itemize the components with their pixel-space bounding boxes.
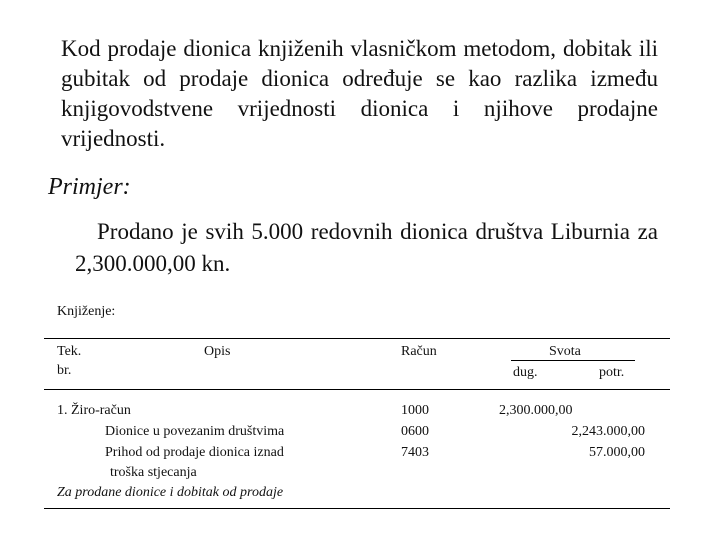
row-1-debit: 2,300.000,00 xyxy=(499,403,573,418)
row-3-credit: 57.000,00 xyxy=(589,445,645,460)
header-credit: potr. xyxy=(599,365,625,380)
table-bottom-rule xyxy=(44,508,670,509)
header-account: Račun xyxy=(401,344,437,359)
header-description: Opis xyxy=(204,344,231,359)
row-2-account: 0600 xyxy=(401,424,429,439)
row-2-description: Dionice u povezanim društvima xyxy=(105,424,285,439)
example-heading: Primjer: xyxy=(48,174,131,200)
row-1-account: 1000 xyxy=(401,403,429,418)
intro-paragraph: Kod prodaje dionica knjiženih vlasničkom metodom, dobitak ili gubitak od prodaje dionica određuje se kao razlika između knjigovodstvene vrijednosti dionica i njihove prodajne vrijednosti. xyxy=(61,36,658,151)
amount-header-rule xyxy=(511,360,635,361)
row-3-account: 7403 xyxy=(401,445,429,460)
example-text: Prodano je svih 5.000 redovnih dionica društva Liburnia za 2,300.000,00 kn. xyxy=(75,219,658,276)
row-2-credit: 2,243.000,00 xyxy=(571,424,645,439)
row-3-description: Prihod od prodaje dionica iznad xyxy=(105,445,284,460)
header-amount: Svota xyxy=(549,344,581,359)
row-1-description: 1. Žiro-račun xyxy=(57,403,131,418)
table-top-rule xyxy=(44,338,670,339)
row-4-description: troška stjecanja xyxy=(110,465,197,480)
header-entry-number-line2: br. xyxy=(57,363,72,378)
header-entry-number: Tek. xyxy=(57,344,82,359)
journal-caption: Knjiženje: xyxy=(57,304,116,319)
entry-note: Za prodane dionice i dobitak od prodaje xyxy=(57,485,284,500)
header-debit: dug. xyxy=(513,365,538,380)
header-bottom-rule xyxy=(44,389,670,390)
journal-entry-table xyxy=(44,297,670,509)
